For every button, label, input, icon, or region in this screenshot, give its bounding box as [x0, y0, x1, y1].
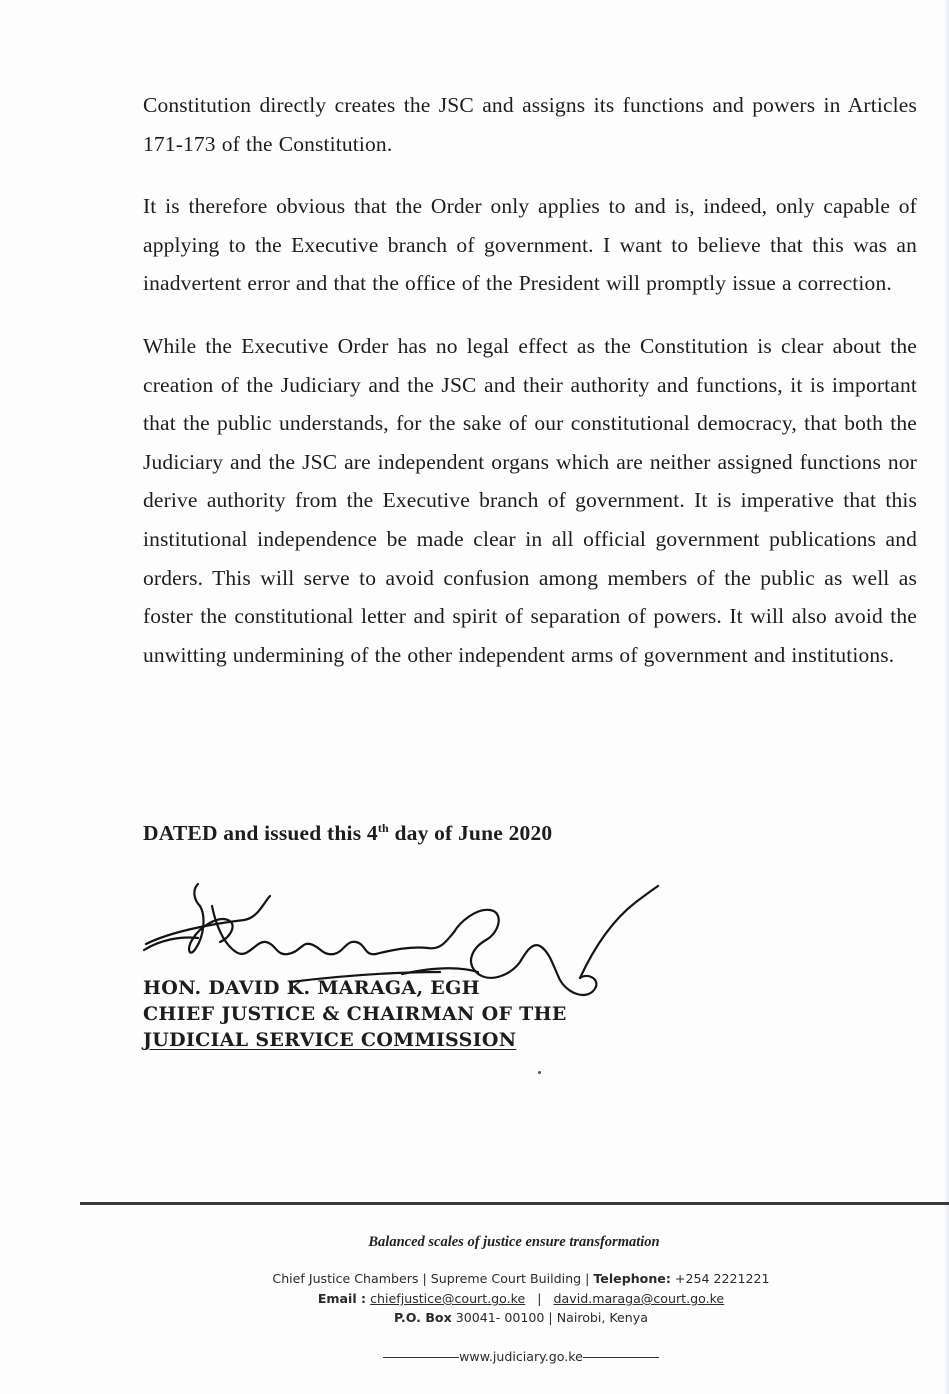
- footer-building: Supreme Court Building: [430, 1271, 582, 1286]
- po-box-number: 30041- 00100: [455, 1310, 545, 1325]
- footer-city: Nairobi, Kenya: [556, 1310, 648, 1325]
- dated-suffix: day of June 2020: [388, 821, 553, 845]
- footer-divider: [80, 1202, 949, 1205]
- paragraph-3: While the Executive Order has no legal effect as the Constitution is clear about the creation of the Judiciary and the JSC and their authority and functions, it is important that the public understands, for the sake of our constitutional democracy, that both the Judiciary and the JSC are independent organs which are neither assigned functions nor derive authority from the Executive branch of government. It is imperative that this institutional independence be made clear in all official government publications and orders. This will serve to avoid confusion among members of the public as well as foster the constitutional letter and spirit of separation of powers. It will also avoid the unwitting undermining of the other independent arms of government and institutions.: [143, 333, 917, 667]
- footer-separator: |: [537, 1291, 542, 1306]
- dated-prefix: DATED and issued this 4: [143, 821, 378, 845]
- footer-website-line: [0, 1349, 949, 1364]
- signatory-title: CHIEF JUSTICE & CHAIRMAN OF THE: [143, 1003, 567, 1025]
- email-label: Email :: [317, 1291, 367, 1306]
- website-link[interactable]: www.judiciary.go.ke: [459, 1349, 583, 1364]
- website-rule-left: [383, 1357, 459, 1358]
- handwritten-signature: [140, 876, 670, 1016]
- website-rule-right: [583, 1357, 659, 1358]
- dated-line: [143, 821, 552, 846]
- page-edge-shadow: [943, 0, 949, 1394]
- letter-body: [143, 86, 917, 698]
- footer-tagline: Balanced scales of justice ensure transformation: [368, 1234, 660, 1250]
- email-link-chiefjustice[interactable]: chiefjustice@court.go.ke: [370, 1291, 526, 1306]
- signatory-name: HON. DAVID K. MARAGA, EGH: [143, 977, 480, 999]
- footer-pobox-line: [0, 1310, 949, 1325]
- po-box-label: P.O. Box: [394, 1310, 452, 1325]
- footer-separator: |: [422, 1271, 427, 1286]
- footer-separator: |: [548, 1310, 553, 1325]
- paragraph-2: It is therefore obvious that the Order only applies to and is, indeed, only capable of applying to the Executive branch of government. I want to believe that this was an inadvertent error and that the office of the President will promptly issue a correction.: [143, 194, 917, 296]
- telephone-number: +254 2221221: [674, 1271, 770, 1286]
- footer-chambers: Chief Justice Chambers: [272, 1271, 419, 1286]
- footer-email-line: [0, 1291, 949, 1306]
- signatory-body: JUDICIAL SERVICE COMMISSION: [143, 1029, 517, 1051]
- stray-mark: [538, 1071, 541, 1074]
- footer-separator: |: [585, 1271, 590, 1286]
- email-link-maraga[interactable]: david.maraga@court.go.ke: [553, 1291, 725, 1306]
- footer-address-line: [0, 1271, 949, 1286]
- dated-ordinal: th: [377, 821, 389, 835]
- paragraph-1: Constitution directly creates the JSC and assigns its functions and powers in Articles 171-173 of the Constitution.: [143, 93, 917, 156]
- telephone-label: Telephone:: [593, 1271, 671, 1286]
